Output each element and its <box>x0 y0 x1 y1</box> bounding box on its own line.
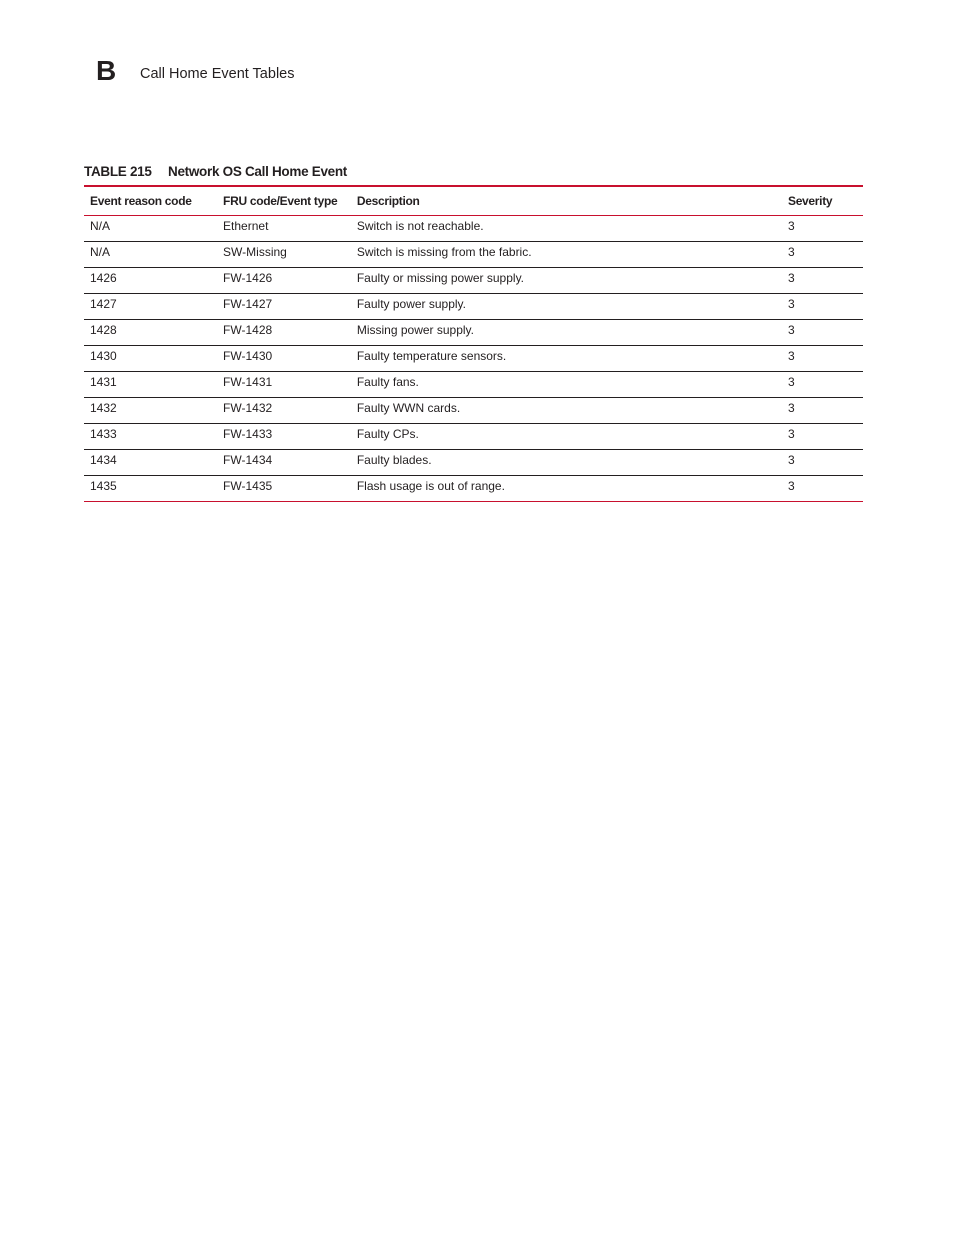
table-body <box>84 216 863 502</box>
table-row <box>84 294 863 320</box>
event-reason-code-cell: 1432 <box>84 398 217 424</box>
table-row <box>84 476 863 502</box>
event-reason-code-cell: 1427 <box>84 294 217 320</box>
table-row <box>84 320 863 346</box>
severity-cell: 3 <box>787 479 795 493</box>
running-head: Call Home Event Tables <box>140 66 295 82</box>
table-number: TABLE 215 <box>84 164 152 179</box>
description-cell: Faulty temperature sensors. <box>351 346 782 372</box>
severity-cell: 3 <box>782 268 863 294</box>
event-reason-code-cell: 1426 <box>84 268 217 294</box>
table-title: Network OS Call Home Event <box>168 164 347 179</box>
severity-cell: 3 <box>782 216 863 242</box>
event-reason-code-cell: 1433 <box>84 424 217 450</box>
column-header-description: Description <box>351 186 782 216</box>
description-cell: Missing power supply. <box>351 320 782 346</box>
fru-code-cell: Ethernet <box>217 216 351 242</box>
call-home-event-table <box>84 185 863 502</box>
fru-code-cell: FW-1431 <box>217 372 351 398</box>
description-cell: Faulty fans. <box>351 372 782 398</box>
fru-code-cell: FW-1430 <box>217 346 351 372</box>
description-cell: Faulty power supply. <box>351 294 782 320</box>
column-header-fru-code: FRU code/Event type <box>217 186 351 216</box>
fru-code-cell: SW-Missing <box>217 242 351 268</box>
severity-cell: 3 <box>782 242 863 268</box>
severity-cell: 3 <box>782 346 863 372</box>
severity-cell: 3 <box>782 424 863 450</box>
description-cell: Faulty or missing power supply. <box>351 268 782 294</box>
severity-cell: 3 <box>782 294 863 320</box>
event-reason-code-cell: 1431 <box>84 372 217 398</box>
severity-cell: 3 <box>782 450 863 476</box>
event-reason-code-cell: 1430 <box>84 346 217 372</box>
table-caption <box>84 162 347 182</box>
event-reason-code-cell: 1435 <box>90 479 117 493</box>
table-row <box>84 346 863 372</box>
event-reason-code-cell: N/A <box>84 216 217 242</box>
table-row <box>84 398 863 424</box>
fru-code-cell: FW-1434 <box>217 450 351 476</box>
fru-code-cell: FW-1432 <box>217 398 351 424</box>
description-cell: Switch is missing from the fabric. <box>351 242 782 268</box>
event-reason-code-cell: N/A <box>84 242 217 268</box>
description-cell: Faulty WWN cards. <box>351 398 782 424</box>
fru-code-cell: FW-1427 <box>217 294 351 320</box>
severity-cell: 3 <box>782 320 863 346</box>
table-row <box>84 450 863 476</box>
severity-cell: 3 <box>782 372 863 398</box>
column-header-severity: Severity <box>782 186 863 216</box>
fru-code-cell: FW-1428 <box>217 320 351 346</box>
event-reason-code-cell: 1428 <box>84 320 217 346</box>
table-row <box>84 216 863 242</box>
table-row <box>84 268 863 294</box>
appendix-letter: B <box>96 55 117 86</box>
table-row <box>84 372 863 398</box>
table-row <box>84 242 863 268</box>
table-header-row <box>84 186 863 216</box>
description-cell: Flash usage is out of range. <box>356 479 505 493</box>
event-reason-code-cell: 1434 <box>84 450 217 476</box>
severity-cell: 3 <box>782 398 863 424</box>
fru-code-cell: FW-1435 <box>223 479 273 493</box>
description-cell: Faulty CPs. <box>351 424 782 450</box>
fru-code-cell: FW-1433 <box>217 424 351 450</box>
column-header-event-reason-code: Event reason code <box>84 186 217 216</box>
description-cell: Switch is not reachable. <box>351 216 782 242</box>
fru-code-cell: FW-1426 <box>217 268 351 294</box>
table-row <box>84 424 863 450</box>
description-cell: Faulty blades. <box>351 450 782 476</box>
